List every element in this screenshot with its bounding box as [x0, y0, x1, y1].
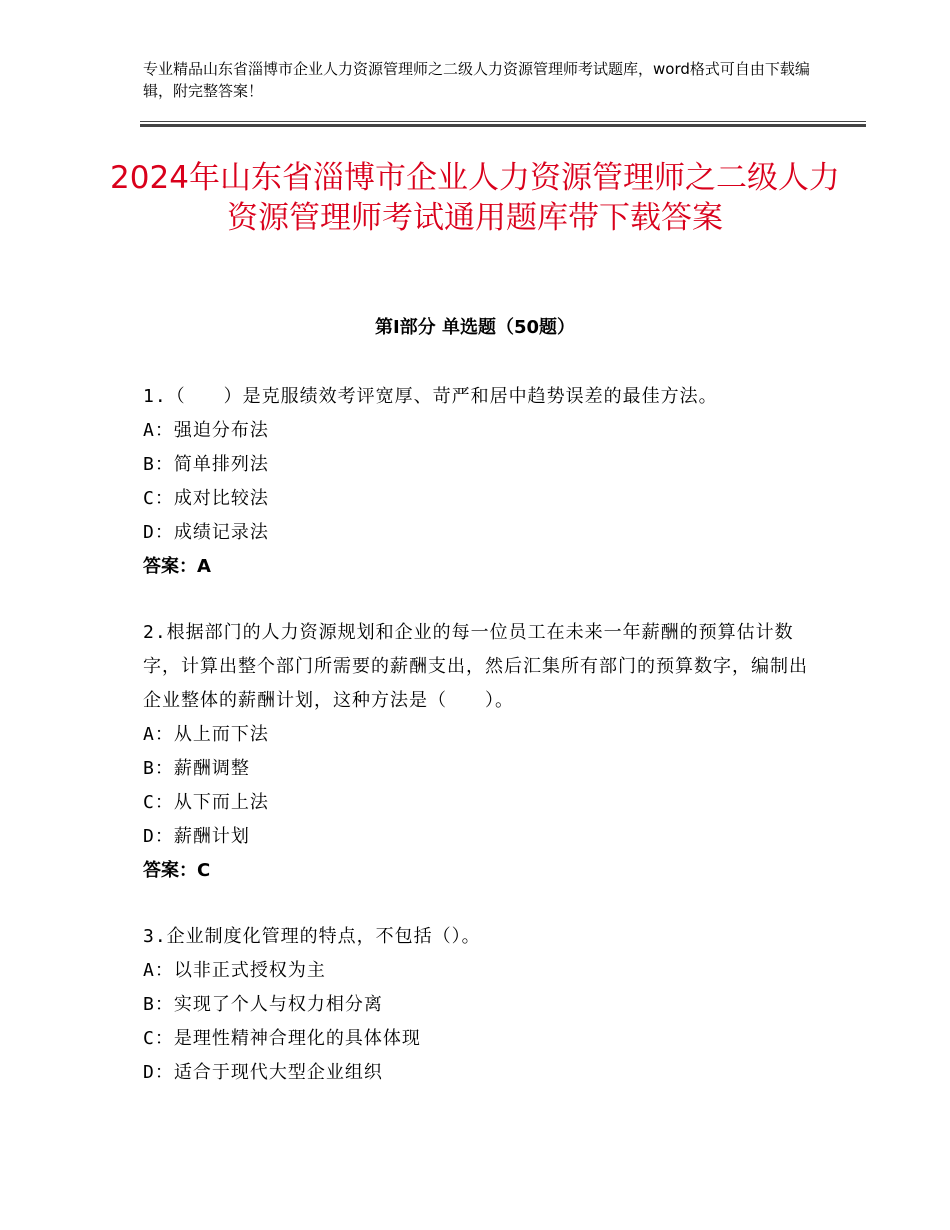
question-1 — [143, 380, 823, 584]
option-d: D：薪酬计划 — [143, 826, 250, 847]
option-b: B：薪酬调整 — [143, 758, 250, 779]
option-a: A：从上而下法 — [143, 724, 269, 745]
option-c: C：从下而上法 — [143, 792, 269, 813]
question-3 — [143, 920, 823, 1090]
option-c: C：成对比较法 — [143, 488, 269, 509]
question-list — [143, 380, 823, 1122]
option-b: B：简单排列法 — [143, 454, 269, 475]
option-d: D：成绩记录法 — [143, 522, 269, 543]
option-b: B：实现了个人与权力相分离 — [143, 994, 383, 1015]
option-c: C：是理性精神合理化的具体体现 — [143, 1028, 421, 1049]
option-a: A：强迫分布法 — [143, 420, 269, 441]
option-a: A：以非正式授权为主 — [143, 960, 326, 981]
option-d: D：适合于现代大型企业组织 — [143, 1062, 383, 1083]
question-stem: 1.（ ）是克服绩效考评宽厚、苛严和居中趋势误差的最佳方法。 — [143, 386, 718, 407]
document-title: 2024年山东省淄博市企业人力资源管理师之二级人力资源管理师考试通用题库带下载答案 — [110, 160, 840, 236]
question-stem: 2.根据部门的人力资源规划和企业的每一位员工在未来一年薪酬的预算估计数字，计算出整个部门所需要的薪酬支出，然后汇集所有部门的预算数字，编制出企业整体的薪酬计划，这种方法是（ ）。 — [143, 622, 808, 711]
answer-label: 答案：C — [143, 860, 211, 881]
section-title: 第Ⅰ部分 单选题（50题） — [374, 317, 575, 338]
header-divider-thin — [140, 121, 866, 122]
question-2 — [143, 616, 823, 888]
question-stem: 3.企业制度化管理的特点，不包括（）。 — [143, 926, 481, 947]
answer-label: 答案：A — [143, 556, 211, 577]
header-note: 专业精品山东省淄博市企业人力资源管理师之二级人力资源管理师考试题库，word格式可自由下载编辑，附完整答案！ — [143, 60, 810, 100]
header-divider-thick — [140, 124, 866, 127]
